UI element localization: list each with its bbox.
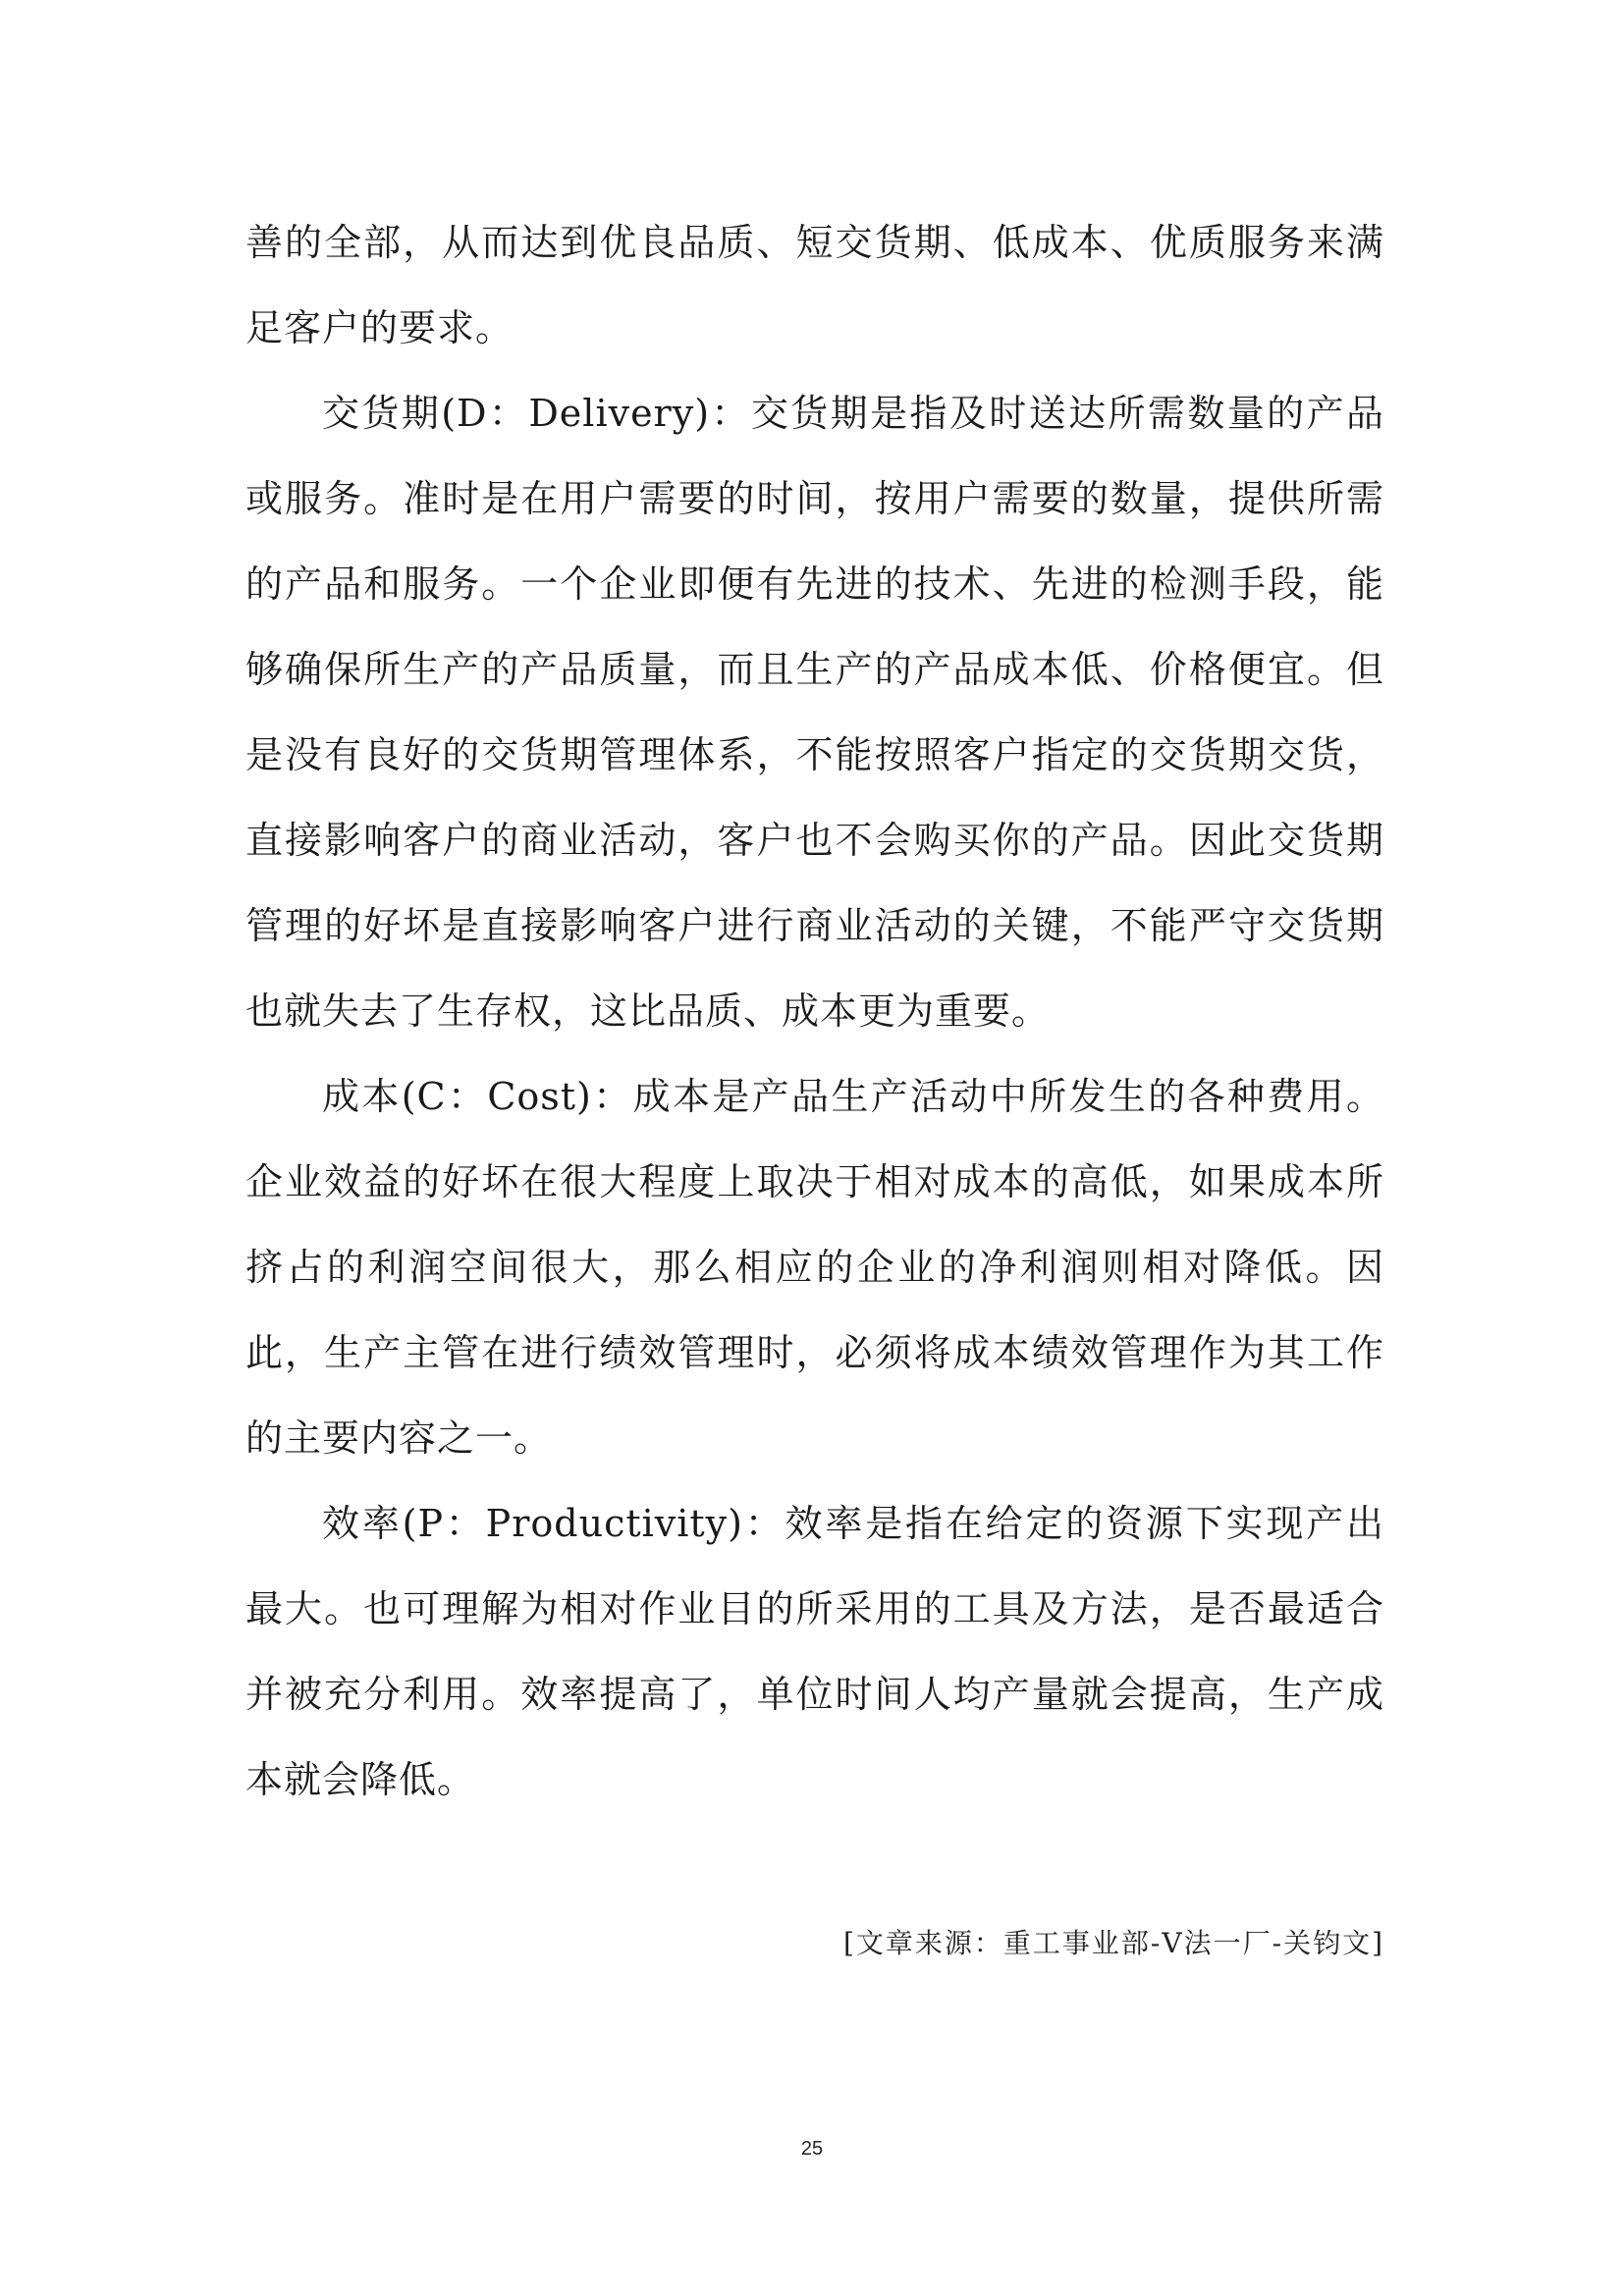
page-number: 25 [800,2138,824,2160]
article-body [245,200,1384,1823]
paragraph-delivery: 交货期(D：Delivery)：交货期是指及时送达所需数量的产品或服务。准时是在用户需要的时间，按用户需要的数量，提供所需的产品和服务。一个企业即便有先进的技术、先进的检测手段，能够确保所生产的产品质量，而且生产的产品成本低、价格便宜。但是没有良好的交货期管理体系，不能按照客户指定的交货期交货，直接影响客户的商业活动，客户也不会购买你的产品。因此交货期管理的好坏是直接影响客户进行商业活动的关键，不能严守交货期也就失去了生存权，这比品质、成本更为重要。 [245,392,1384,1033]
article-source: [文章来源：重工事业部-V法一厂-关钧文] [843,1927,1384,1959]
paragraph-productivity: 效率(P：Productivity)：效率是指在给定的资源下实现产出最大。也可理解为相对作业目的所采用的工具及方法，是否最适合并被充分利用。效率提高了，单位时间人均产量就会提高，生产成本就会降低。 [245,1502,1384,1801]
paragraph-cost: 成本(C：Cost)：成本是产品生产活动中所发生的各种费用。企业效益的好坏在很大程度上取决于相对成本的高低，如果成本所挤占的利润空间很大，那么相应的企业的净利润则相对降低。因此，生产主管在进行绩效管理时，必须将成本绩效管理作为其工作的主要内容之一。 [245,1075,1384,1460]
paragraph-continuation: 善的全部，从而达到优良品质、短交货期、低成本、优质服务来满足客户的要求。 [245,221,1384,349]
